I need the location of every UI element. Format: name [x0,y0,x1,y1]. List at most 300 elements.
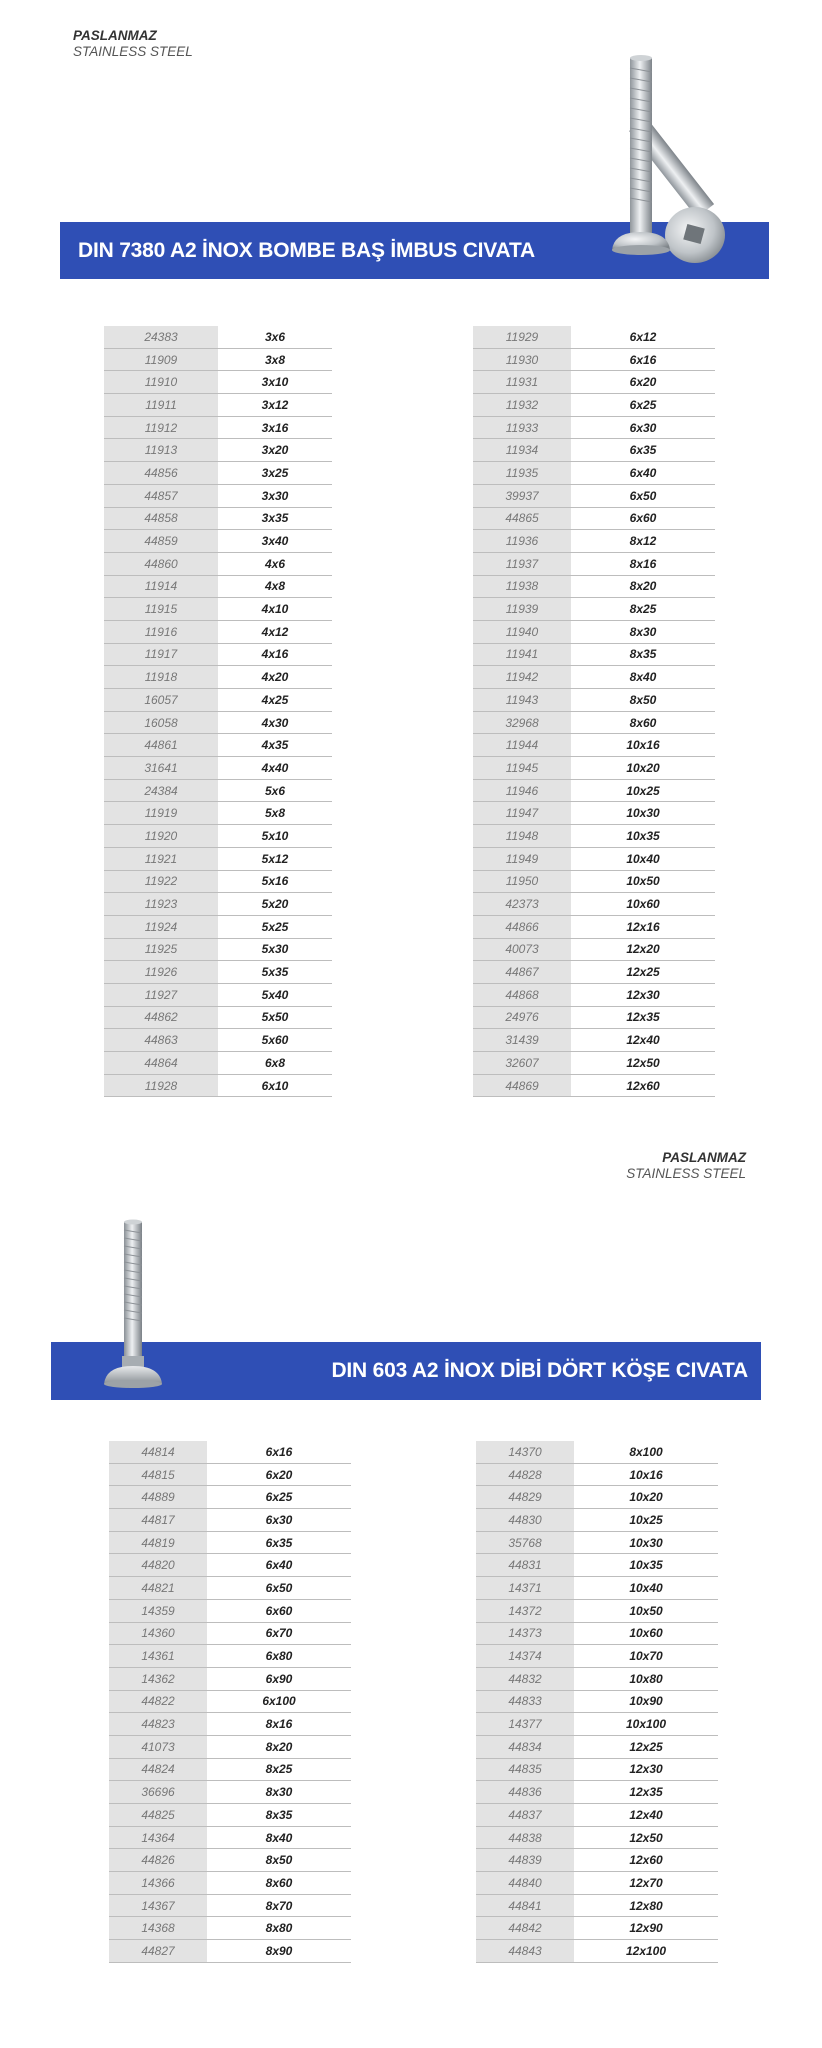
bolt-size: 10x70 [574,1645,718,1668]
product-code: 11931 [473,371,571,394]
table-row [473,1029,715,1052]
bolt-size: 10x30 [571,802,715,825]
product-code: 24384 [104,779,218,802]
table-row [104,779,332,802]
table-row [109,1940,351,1963]
table-row [104,711,332,734]
bolt-size: 10x100 [574,1713,718,1736]
bolt-size: 6x25 [207,1486,351,1509]
product-code: 44866 [473,915,571,938]
bolt-size: 10x80 [574,1667,718,1690]
bolt-size: 4x40 [218,757,332,780]
product-code: 44827 [109,1940,207,1963]
table-row [476,1690,718,1713]
product-code: 44863 [104,1029,218,1052]
product-code: 44822 [109,1690,207,1713]
bolt-size: 6x100 [207,1690,351,1713]
product-code: 44817 [109,1509,207,1532]
product-code: 44865 [473,507,571,530]
product-code: 11930 [473,348,571,371]
table-row [473,802,715,825]
bolt-size: 4x10 [218,598,332,621]
table-row [473,893,715,916]
product-code: 44824 [109,1758,207,1781]
table-row [476,1531,718,1554]
product-code: 44815 [109,1463,207,1486]
table-row [473,484,715,507]
product-code: 44858 [104,507,218,530]
material-label-tr: PASLANMAZ [73,28,157,43]
bolt-size: 3x30 [218,484,332,507]
table-row [109,1804,351,1827]
bolt-size: 12x50 [571,1052,715,1075]
table-row [473,711,715,734]
product-code: 14372 [476,1599,574,1622]
table-row [104,552,332,575]
product-code: 11949 [473,847,571,870]
bolt-size: 3x12 [218,394,332,417]
product-code: 11913 [104,439,218,462]
product-code: 44826 [109,1849,207,1872]
product-code: 16058 [104,711,218,734]
bolt-size: 6x80 [207,1645,351,1668]
bolt-size: 3x10 [218,371,332,394]
product-code: 44842 [476,1917,574,1940]
table-row [104,394,332,417]
product-code: 11919 [104,802,218,825]
table-row [109,1509,351,1532]
bolt-size: 6x16 [207,1441,351,1463]
bolt-size: 12x25 [571,961,715,984]
product-code: 11914 [104,575,218,598]
bolt-size: 6x70 [207,1622,351,1645]
product-code: 44862 [104,1006,218,1029]
product-code: 11941 [473,643,571,666]
product-code: 11943 [473,689,571,712]
product-code: 11917 [104,643,218,666]
table-row [104,507,332,530]
bolt-size: 6x35 [207,1531,351,1554]
bolt-size: 8x20 [207,1735,351,1758]
bolt-size: 10x16 [574,1463,718,1486]
product-code: 44843 [476,1940,574,1963]
table-row [109,1554,351,1577]
product-code: 40073 [473,938,571,961]
product-code: 44840 [476,1872,574,1895]
product-code: 44861 [104,734,218,757]
product-code: 11910 [104,371,218,394]
product-code: 44831 [476,1554,574,1577]
bolt-size: 12x60 [571,1074,715,1097]
size-table-left-1 [104,326,332,1097]
bolt-size: 3x6 [218,326,332,348]
table-row [476,1599,718,1622]
table-row [473,575,715,598]
product-code: 11922 [104,870,218,893]
bolt-size: 8x30 [571,620,715,643]
bolt-size: 12x90 [574,1917,718,1940]
bolt-size: 6x12 [571,326,715,348]
product-code: 11939 [473,598,571,621]
table-row [104,484,332,507]
product-code: 44819 [109,1531,207,1554]
table-row [104,870,332,893]
table-row [104,575,332,598]
table-body [109,1441,351,1962]
bolt-size: 5x12 [218,847,332,870]
table-row [104,530,332,553]
product-code: 44835 [476,1758,574,1781]
table-row [109,1758,351,1781]
bolt-size: 3x20 [218,439,332,462]
material-label-1 [73,28,193,59]
table-row [473,462,715,485]
product-code: 14377 [476,1713,574,1736]
table-row [476,1713,718,1736]
bolt-size: 4x16 [218,643,332,666]
table-body [473,326,715,1097]
product-code: 39937 [473,484,571,507]
product-code: 11947 [473,802,571,825]
bolt-size: 6x20 [207,1463,351,1486]
product-code: 44857 [104,484,218,507]
product-code: 11948 [473,825,571,848]
bolt-size: 12x60 [574,1849,718,1872]
bolt-size: 6x90 [207,1667,351,1690]
table-row [104,983,332,1006]
product-code: 11946 [473,779,571,802]
product-code: 44867 [473,961,571,984]
table-row [473,530,715,553]
bolt-size: 12x80 [574,1894,718,1917]
bolt-size: 10x25 [571,779,715,802]
table-row [473,371,715,394]
bolt-size: 5x35 [218,961,332,984]
product-code: 11937 [473,552,571,575]
product-code: 14367 [109,1894,207,1917]
table-row [109,1690,351,1713]
size-table-right-1 [473,326,715,1097]
product-code: 44889 [109,1486,207,1509]
bolt-size: 12x50 [574,1826,718,1849]
table-row [473,825,715,848]
table-row [473,870,715,893]
table-row [473,689,715,712]
bolt-size: 3x35 [218,507,332,530]
table-row [476,1509,718,1532]
table-row [109,1713,351,1736]
product-code: 32968 [473,711,571,734]
bolt-size: 4x20 [218,666,332,689]
table-row [104,1006,332,1029]
table-row [104,326,332,348]
bolt-size: 10x60 [574,1622,718,1645]
table-row [473,847,715,870]
material-label-tr: PASLANMAZ [662,1150,746,1165]
product-code: 24976 [473,1006,571,1029]
bolt-size: 8x35 [207,1804,351,1827]
product-code: 11918 [104,666,218,689]
table-row [104,734,332,757]
product-code: 42373 [473,893,571,916]
bolt-size: 6x10 [218,1074,332,1097]
product-code: 14371 [476,1577,574,1600]
product-code: 11923 [104,893,218,916]
product-code: 11925 [104,938,218,961]
product-code: 32607 [473,1052,571,1075]
table-row [473,326,715,348]
bolt-size: 12x100 [574,1940,718,1963]
table-row [104,598,332,621]
table-row [473,598,715,621]
product-code: 11932 [473,394,571,417]
product-code: 44825 [109,1804,207,1827]
product-code: 14364 [109,1826,207,1849]
table-row [104,348,332,371]
bolt-size: 8x25 [571,598,715,621]
bolt-size: 8x80 [207,1917,351,1940]
bolt-size: 3x40 [218,530,332,553]
product-code: 16057 [104,689,218,712]
product-code: 11920 [104,825,218,848]
bolt-size: 5x16 [218,870,332,893]
table-row [109,1441,351,1463]
product-code: 31641 [104,757,218,780]
bolt-size: 10x90 [574,1690,718,1713]
table-row [476,1667,718,1690]
table-row [473,983,715,1006]
bolt-size: 8x16 [571,552,715,575]
product-code: 14361 [109,1645,207,1668]
table-row [476,1804,718,1827]
section-title: DIN 603 A2 İNOX DİBİ DÖRT KÖŞE CIVATA [331,1359,748,1382]
product-code: 11935 [473,462,571,485]
table-row [104,1052,332,1075]
table-row [109,1577,351,1600]
product-code: 44837 [476,1804,574,1827]
product-code: 44839 [476,1849,574,1872]
product-code: 44834 [476,1735,574,1758]
table-row [109,1781,351,1804]
bolt-size: 5x50 [218,1006,332,1029]
bolt-size: 4x6 [218,552,332,575]
product-code: 44833 [476,1690,574,1713]
table-row [104,620,332,643]
bolt-size: 8x90 [207,1940,351,1963]
carriage-bolt-image [100,1218,168,1390]
bolt-size: 3x8 [218,348,332,371]
table-row [473,552,715,575]
bolt-size: 6x60 [207,1599,351,1622]
table-row [109,1894,351,1917]
product-code: 14362 [109,1667,207,1690]
bolt-size: 6x60 [571,507,715,530]
bolt-size: 12x35 [571,1006,715,1029]
bolt-size: 8x12 [571,530,715,553]
table-row [473,416,715,439]
product-code: 44830 [476,1509,574,1532]
bolt-size: 6x40 [207,1554,351,1577]
table-row [104,847,332,870]
table-row [104,961,332,984]
table-row [104,643,332,666]
bolt-size: 4x30 [218,711,332,734]
bolt-size: 12x20 [571,938,715,961]
table-row [473,734,715,757]
bolt-size: 6x50 [571,484,715,507]
table-row [109,1849,351,1872]
table-row [473,348,715,371]
table-row [476,1463,718,1486]
bolt-size: 10x16 [571,734,715,757]
product-code: 14374 [476,1645,574,1668]
table-row [476,1622,718,1645]
bolt-size: 8x40 [207,1826,351,1849]
size-table-right-2 [476,1441,718,1963]
product-code: 14368 [109,1917,207,1940]
bolt-size: 12x70 [574,1872,718,1895]
bolt-size: 12x16 [571,915,715,938]
table-row [476,1826,718,1849]
table-body [104,326,332,1097]
product-code: 11934 [473,439,571,462]
bolt-size: 10x50 [571,870,715,893]
table-row [104,893,332,916]
material-label-2 [626,1150,746,1181]
table-row [476,1735,718,1758]
table-row [473,1052,715,1075]
product-code: 44841 [476,1894,574,1917]
bolt-size: 12x30 [574,1758,718,1781]
table-row [104,439,332,462]
table-row [104,802,332,825]
bolt-size: 5x25 [218,915,332,938]
table-row [104,462,332,485]
table-row [476,1894,718,1917]
bolt-size: 8x50 [207,1849,351,1872]
product-code: 31439 [473,1029,571,1052]
product-code: 44832 [476,1667,574,1690]
bolt-size: 8x50 [571,689,715,712]
bolt-size: 5x40 [218,983,332,1006]
button-head-bolt-image [600,50,770,272]
bolt-size: 8x30 [207,1781,351,1804]
table-row [476,1758,718,1781]
section-title: DIN 7380 A2 İNOX BOMBE BAŞ İMBUS CIVATA [78,238,535,262]
bolt-size: 10x20 [574,1486,718,1509]
product-code: 44838 [476,1826,574,1849]
bolt-size: 8x25 [207,1758,351,1781]
table-row [109,1645,351,1668]
table-row [473,1074,715,1097]
table-row [104,1074,332,1097]
product-code: 11950 [473,870,571,893]
table-row [476,1917,718,1940]
product-code: 11916 [104,620,218,643]
table-row [109,1599,351,1622]
bolt-size: 8x20 [571,575,715,598]
table-row [476,1645,718,1668]
product-code: 11915 [104,598,218,621]
bolt-size: 10x25 [574,1509,718,1532]
table-row [473,666,715,689]
table-row [104,757,332,780]
bolt-size: 4x25 [218,689,332,712]
product-code: 44836 [476,1781,574,1804]
table-row [476,1554,718,1577]
bolt-size: 5x6 [218,779,332,802]
product-code: 11938 [473,575,571,598]
bolt-size: 5x30 [218,938,332,961]
table-row [109,1486,351,1509]
material-label-en: STAINLESS STEEL [73,43,193,59]
product-code: 14373 [476,1622,574,1645]
product-code: 11944 [473,734,571,757]
bolt-size: 10x35 [574,1554,718,1577]
table-row [473,507,715,530]
table-row [476,1849,718,1872]
bolt-size: 6x35 [571,439,715,462]
bolt-size: 8x70 [207,1894,351,1917]
product-code: 14360 [109,1622,207,1645]
bolt-size: 5x60 [218,1029,332,1052]
product-code: 35768 [476,1531,574,1554]
product-code: 44859 [104,530,218,553]
bolt-size: 10x30 [574,1531,718,1554]
bolt-size: 3x16 [218,416,332,439]
product-code: 14366 [109,1872,207,1895]
bolt-size: 8x16 [207,1713,351,1736]
table-row [476,1441,718,1463]
table-row [473,961,715,984]
product-code: 11911 [104,394,218,417]
product-code: 44823 [109,1713,207,1736]
product-code: 44821 [109,1577,207,1600]
product-code: 14370 [476,1441,574,1463]
product-code: 44864 [104,1052,218,1075]
table-row [109,1531,351,1554]
product-code: 44829 [476,1486,574,1509]
bolt-size: 3x25 [218,462,332,485]
table-row [473,757,715,780]
product-code: 44820 [109,1554,207,1577]
bolt-size: 12x35 [574,1781,718,1804]
product-code: 36696 [109,1781,207,1804]
product-code: 11924 [104,915,218,938]
product-code: 44868 [473,983,571,1006]
bolt-size: 6x20 [571,371,715,394]
bolt-size: 12x40 [574,1804,718,1827]
bolt-size: 8x35 [571,643,715,666]
table-row [109,1917,351,1940]
table-row [109,1463,351,1486]
product-code: 44869 [473,1074,571,1097]
bolt-size: 5x20 [218,893,332,916]
table-row [476,1872,718,1895]
table-row [109,1622,351,1645]
bolt-size: 5x10 [218,825,332,848]
bolt-size: 6x8 [218,1052,332,1075]
table-row [473,915,715,938]
table-row [104,1029,332,1052]
bolt-size: 6x25 [571,394,715,417]
bolt-size: 4x12 [218,620,332,643]
bolt-size: 4x8 [218,575,332,598]
bolt-size: 10x35 [571,825,715,848]
table-row [109,1667,351,1690]
table-row [104,666,332,689]
table-row [473,439,715,462]
